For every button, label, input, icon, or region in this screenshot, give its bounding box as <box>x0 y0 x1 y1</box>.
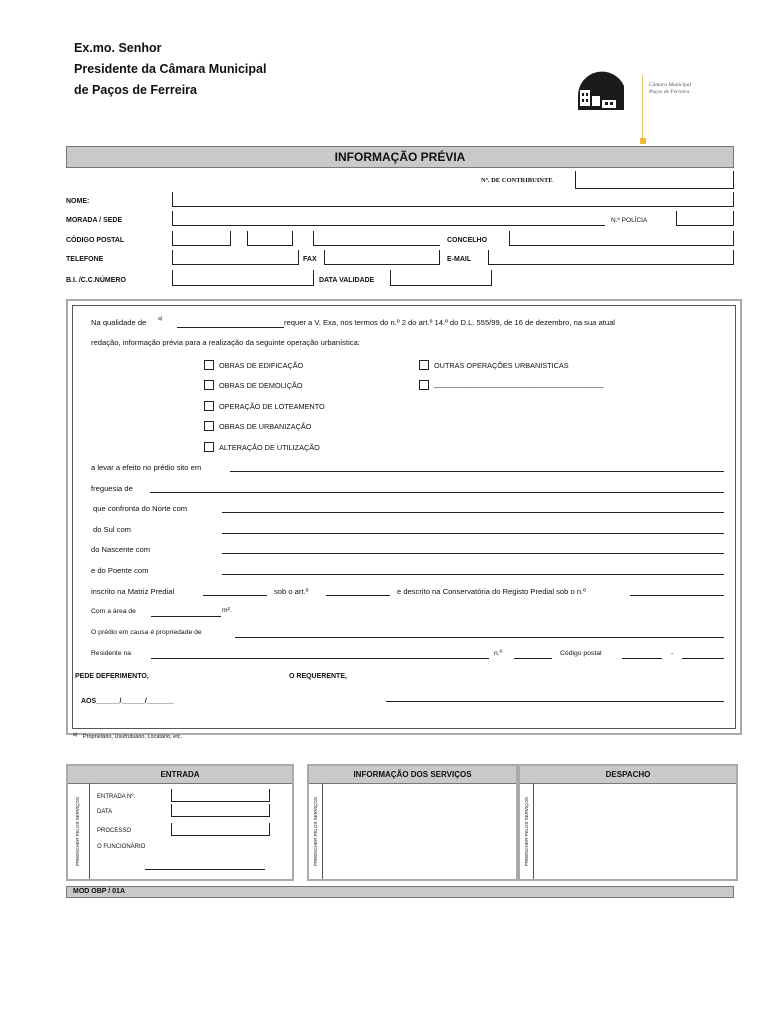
area-line[interactable] <box>151 616 221 617</box>
qualidade-line[interactable] <box>177 327 284 328</box>
norte-label: que confronta do Norte com <box>93 504 188 513</box>
bi-field[interactable] <box>172 270 314 286</box>
poente-line[interactable] <box>222 574 724 575</box>
request-frame <box>66 299 742 735</box>
entrada-no-field[interactable] <box>171 789 270 802</box>
entrada-side-divider <box>89 783 90 879</box>
concelho-field[interactable] <box>509 231 734 246</box>
bi-label: B.I. /C.C.NÚMERO <box>66 277 126 284</box>
validade-label: DATA VALIDADE <box>319 277 375 284</box>
policia-field[interactable] <box>676 211 734 226</box>
norte-line[interactable] <box>222 512 724 513</box>
propriedade-label: O prédio em causa é propriedade de <box>91 629 202 636</box>
checkbox-outra[interactable] <box>419 380 429 390</box>
addressee-place: de Paços de Ferreira <box>74 83 197 97</box>
sul-line[interactable] <box>222 533 724 534</box>
entrada-header: ENTRADA <box>68 766 292 784</box>
residente-label: Residente na <box>91 650 132 657</box>
freguesia-line[interactable] <box>150 492 724 493</box>
despacho-side-divider <box>533 783 534 879</box>
model-code-bar <box>66 886 734 898</box>
matriz-label: inscrito na Matriz Predial <box>91 587 175 596</box>
codigo-postal-field-1-end <box>230 231 231 246</box>
option-loteamento: OPERAÇÃO DE LOTEAMENTO <box>219 402 325 411</box>
despacho-panel <box>518 764 738 881</box>
conservatoria-label: e descrito na Conservatória do Registo Predial sob o n.º <box>397 587 586 596</box>
entrada-side-label: PREENCHER PELOS SERVIÇOS <box>75 797 80 866</box>
email-field[interactable] <box>488 250 734 265</box>
numero-label: n.º <box>494 650 503 657</box>
email-field-end <box>733 250 734 265</box>
nome-label: NOME: <box>66 198 90 205</box>
informacao-side-divider <box>322 783 323 879</box>
concelho-field-end <box>733 231 734 246</box>
fax-field[interactable] <box>324 250 440 265</box>
data-field[interactable] <box>171 804 270 817</box>
checkbox-outras-operacoes[interactable] <box>419 360 429 370</box>
model-code: MOD OBP / 01A <box>73 888 125 895</box>
nascente-label: do Nascente com <box>91 545 151 554</box>
telefone-field[interactable] <box>172 250 299 265</box>
checkbox-obras-demolicao[interactable] <box>204 380 214 390</box>
request-line-2: redação, informação prévia para a realização da seguinte operação urbanística: <box>91 338 360 347</box>
nome-field[interactable] <box>172 192 734 207</box>
codigo-postal-field-2-end <box>292 231 293 246</box>
checkbox-loteamento[interactable] <box>204 401 214 411</box>
informacao-panel <box>307 764 518 881</box>
predio-line[interactable] <box>230 471 724 472</box>
title-bar <box>66 146 734 168</box>
cod-postal-line-2[interactable] <box>682 658 724 659</box>
pede-deferimento: PEDE DEFERIMENTO, <box>75 673 149 680</box>
processo-label: PROCESSO <box>97 828 132 834</box>
sob-art-label: sob o art.º <box>274 587 309 596</box>
cod-postal-line-1[interactable] <box>622 658 662 659</box>
informacao-header: INFORMAÇÃO DOS SERVIÇOS <box>309 766 516 784</box>
signature-line[interactable] <box>386 701 724 702</box>
option-obras-demolicao: OBRAS DE DEMOLIÇÃO <box>219 381 303 390</box>
option-alteracao-utilizacao: ALTERAÇÃO DE UTILIZAÇÃO <box>219 443 320 452</box>
option-obras-edificacao: OBRAS DE EDIFICAÇÃO <box>219 361 304 370</box>
conservatoria-line[interactable] <box>630 595 724 596</box>
matriz-line[interactable] <box>203 595 267 596</box>
logo-text-1: Câmara Municipal <box>649 82 692 88</box>
email-label: E-MAIL <box>447 256 472 263</box>
sob-art-line[interactable] <box>326 595 390 596</box>
data-label: DATA <box>97 809 113 815</box>
area-unit: m². <box>222 607 232 614</box>
despacho-side-label: PREENCHER PELOS SERVIÇOS <box>524 797 529 866</box>
propriedade-line[interactable] <box>235 637 724 638</box>
informacao-side-label: PREENCHER PELOS SERVIÇOS <box>313 797 318 866</box>
processo-field[interactable] <box>171 823 270 836</box>
entrada-panel <box>66 764 294 881</box>
footnote-text: Proprietário, Usufrutuário, Locatário, etc. <box>83 734 183 740</box>
freguesia-label: freguesia de <box>91 484 133 493</box>
logo-text-2: Paços de Ferreira <box>649 89 690 95</box>
nascente-line[interactable] <box>222 553 724 554</box>
option-urbanizacao: OBRAS DE URBANIZAÇÃO <box>219 422 312 431</box>
checkbox-alteracao-utilizacao[interactable] <box>204 442 214 452</box>
contribuinte-field[interactable] <box>575 171 734 189</box>
requerente-label: O REQUERENTE, <box>289 673 347 680</box>
logo-divider <box>642 75 643 139</box>
predio-label: a levar a efeito no prédio sito em <box>91 463 202 472</box>
telefone-label: TELEFONE <box>66 256 104 263</box>
qualidade-prefix: Na qualidade de <box>91 318 147 327</box>
concelho-label: CONCELHO <box>447 237 488 244</box>
codigo-postal-field-2[interactable] <box>247 231 293 246</box>
despacho-header: DESPACHO <box>520 766 736 784</box>
validade-field[interactable] <box>390 270 492 286</box>
qualidade-suffix: requer a V. Exa, nos termos do n.º 2 do art.º 14.º do D.L. 555/99, de 16 de dezembro, na sua atual <box>284 318 615 327</box>
localidade-field[interactable] <box>313 231 440 246</box>
municipal-logo <box>574 66 626 114</box>
funcionario-label: O FUNCIONÁRIO <box>97 844 146 850</box>
addressee-salutation: Ex.mo. Senhor <box>74 41 162 55</box>
morada-field[interactable] <box>172 211 605 226</box>
morada-label: MORADA / SEDE <box>66 217 123 224</box>
addressee-title: Presidente da Câmara Municipal <box>74 62 267 76</box>
request-inner-frame <box>72 305 736 729</box>
cod-postal-label: Código postal <box>560 650 602 657</box>
form-title: INFORMAÇÃO PRÉVIA <box>334 150 466 164</box>
qualidade-note: a) <box>158 316 163 322</box>
area-label: Com a área de <box>91 608 136 615</box>
option-outra-line[interactable]: _____________________________________________ <box>434 379 604 388</box>
entrada-no-label: ENTRADA Nº. <box>97 794 136 800</box>
numero-line[interactable] <box>514 658 552 659</box>
checkbox-urbanizacao[interactable] <box>204 421 214 431</box>
codigo-postal-field-1[interactable] <box>172 231 231 246</box>
sul-label: do Sul com <box>93 525 131 534</box>
footnote-mark: a) <box>73 732 78 738</box>
nome-field-end <box>733 192 734 207</box>
fax-label: FAX <box>303 256 317 263</box>
policia-label: N.º POLÍCIA <box>611 217 648 224</box>
contribuinte-label: Nº. DE CONTRIBUINTE <box>481 177 553 184</box>
checkbox-obras-edificacao[interactable] <box>204 360 214 370</box>
residente-line[interactable] <box>151 658 489 659</box>
funcionario-signature-line[interactable] <box>145 869 265 870</box>
codigo-postal-label: CÓDIGO POSTAL <box>66 237 125 244</box>
cod-postal-dash: - <box>671 650 674 657</box>
policia-field-end <box>733 211 734 226</box>
poente-label: e do Poente com <box>91 566 149 575</box>
option-outras-operacoes: OUTRAS OPERAÇÕES URBANISTICAS <box>434 361 569 370</box>
logo-accent <box>640 138 646 144</box>
contribuinte-field-end <box>733 171 734 189</box>
aos-date[interactable]: AOS______/______/_______ <box>81 698 175 705</box>
